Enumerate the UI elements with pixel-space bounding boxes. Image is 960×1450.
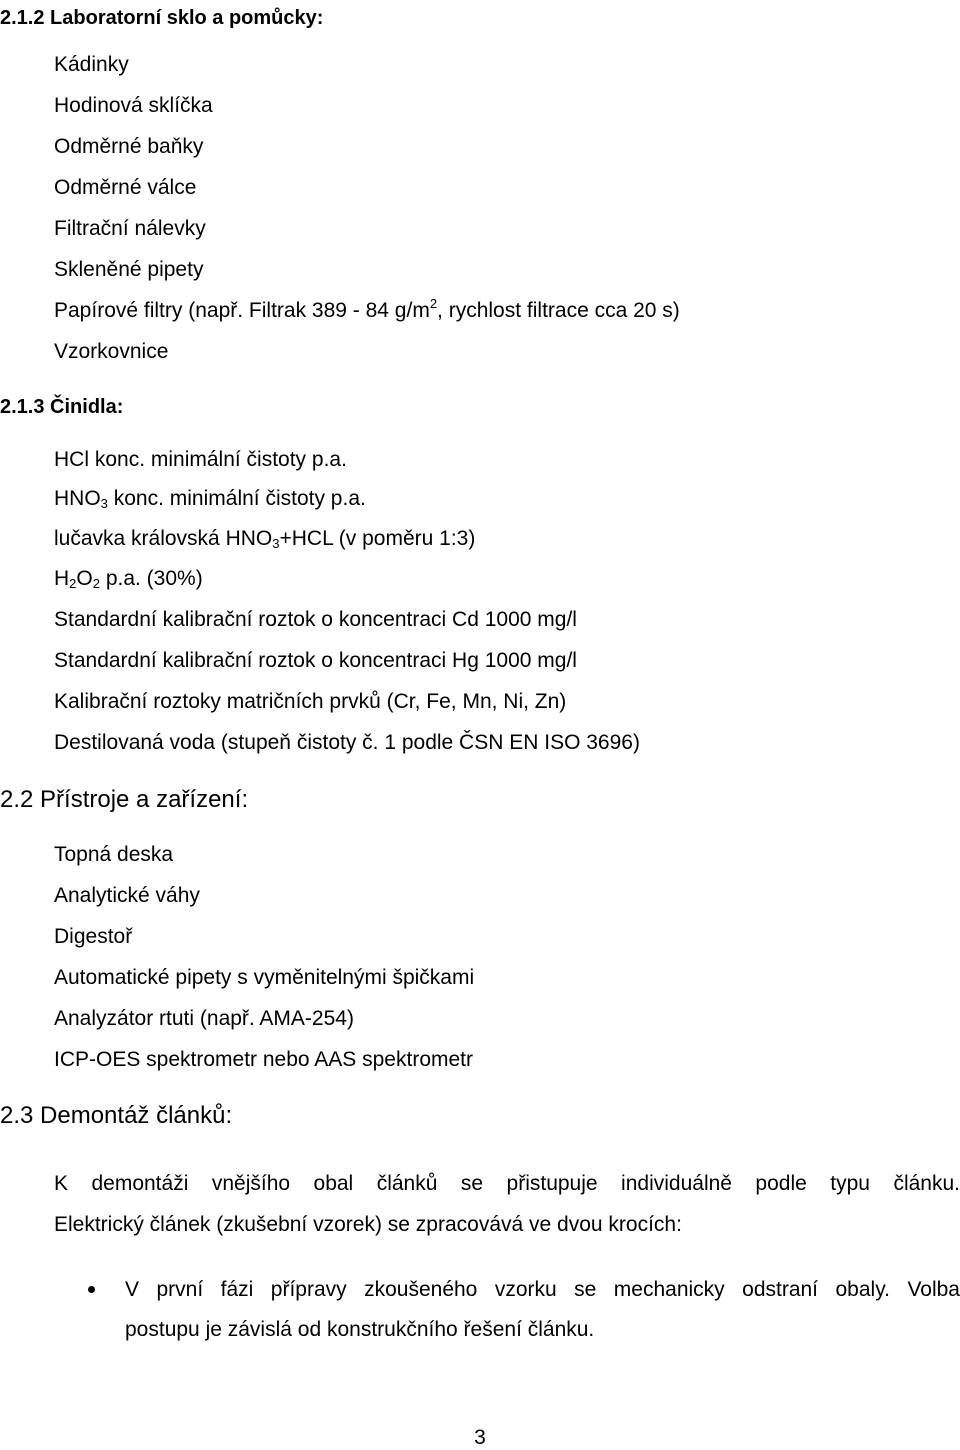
- list-item: Analytické váhy: [54, 884, 200, 907]
- list-item-filters: Papírové filtry (např. Filtrak 389 - 84 $g/m^2$, rychlost filtrace cca 20 s): [54, 296, 680, 322]
- list-item: Vzorkovnice: [54, 340, 169, 363]
- section-heading-dismantling: 2.3 Demontáž článků:: [0, 1102, 233, 1129]
- list-item: ICP-OES spektrometr nebo AAS spektrometr: [54, 1048, 473, 1071]
- list-item: Topná deska: [54, 843, 174, 866]
- bullet-list-item: [88, 1270, 960, 1350]
- list-item-aqua-regia: lučavka královská $HNO_3+HCL$ (v poměru 1:3): [54, 527, 476, 551]
- paragraph-line: Elektrický článek (zkušební vzorek) se zpracovává ve dvou krocích:: [54, 1213, 682, 1236]
- bullet-text-line: postupu je závislá od konstrukčního řešení článku.: [125, 1318, 595, 1341]
- list-item: HCl konc. minimální čistoty p.a.: [54, 448, 347, 471]
- list-item: Analyzátor rtuti (např. AMA-254): [54, 1007, 354, 1030]
- list-item: Filtrační nálevky: [54, 217, 206, 240]
- bullet-icon: [88, 1286, 95, 1293]
- section-heading-instruments: 2.2 Přístroje a zařízení:: [0, 786, 249, 813]
- list-item-hno3: $HNO_3$ konc. minimální čistoty p.a.: [54, 487, 366, 511]
- list-item: Skleněné pipety: [54, 258, 204, 281]
- paragraph-line: K demontáži vnějšího obal článků se přistupuje individuálně podle typu článku.: [54, 1172, 960, 1195]
- list-item: Hodinová sklíčka: [54, 94, 213, 117]
- section-heading-reagents: 2.1.3 Činidla:: [0, 396, 124, 418]
- list-item: Automatické pipety s vyměnitelnými špičkami: [54, 966, 475, 989]
- list-item: Standardní kalibrační roztok o koncentraci Hg 1000 mg/l: [54, 649, 577, 672]
- bullet-text-line: V první fázi přípravy zkoušeného vzorku se mechanicky odstraní obaly. Volba: [125, 1278, 960, 1301]
- list-item: Odměrné válce: [54, 176, 197, 199]
- list-item: Odměrné baňky: [54, 135, 204, 158]
- list-item: Destilovaná voda (stupeň čistoty č. 1 podle ČSN EN ISO 3696): [54, 731, 640, 754]
- list-item: Digestoř: [54, 925, 133, 948]
- list-item: Standardní kalibrační roztok o koncentraci Cd 1000 mg/l: [54, 608, 577, 631]
- page-number: 3: [474, 1426, 486, 1449]
- list-item-h2o2: $H_2O_2$ p.a. (30%): [54, 567, 203, 591]
- list-item: Kalibrační roztoky matričních prvků (Cr, Fe, Mn, Ni, Zn): [54, 690, 567, 713]
- section-heading-glassware: 2.1.2 Laboratorní sklo a pomůcky:: [0, 7, 324, 29]
- list-item: Kádinky: [54, 53, 129, 76]
